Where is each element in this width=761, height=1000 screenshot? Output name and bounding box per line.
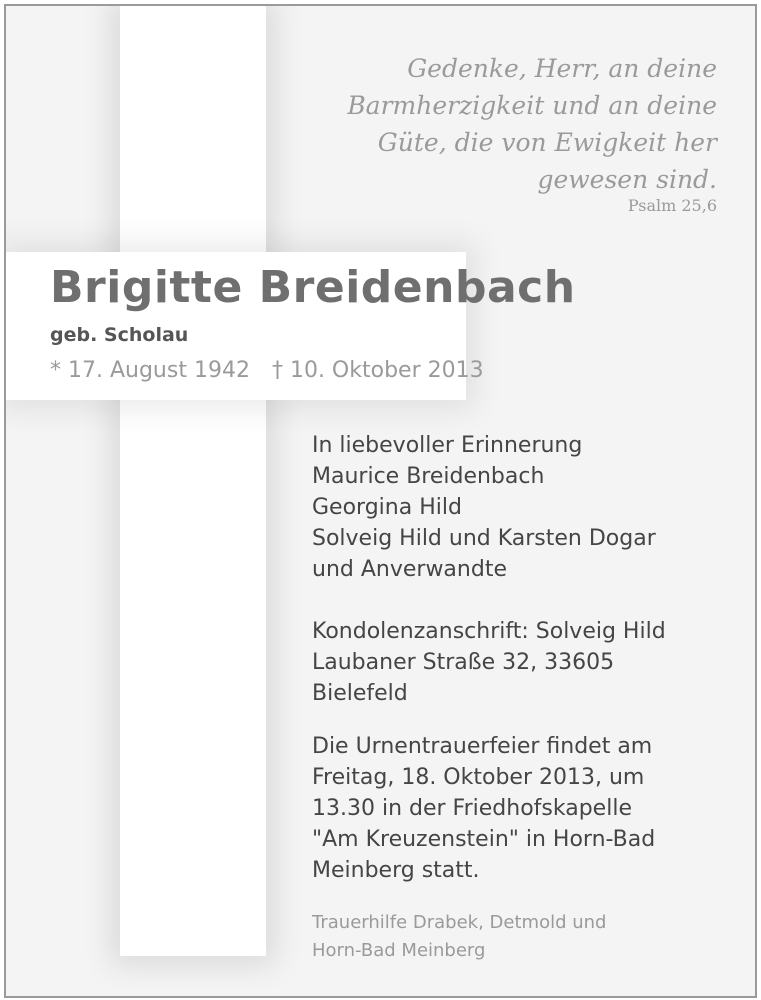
verse-line: Güte, die von Ewigkeit her <box>377 128 717 157</box>
verse-line: gewesen sind. <box>537 165 717 194</box>
funeral-line: Freitag, 18. Oktober 2013, um <box>312 765 645 790</box>
obituary-notice <box>4 4 757 998</box>
condolence-line: Kondolenzanschrift: Solveig Hild <box>312 619 666 644</box>
cross-vertical-beam <box>120 6 266 956</box>
funeral-home-line: Horn-Bad Meinberg <box>312 940 486 961</box>
life-dates <box>50 358 484 383</box>
mourners-line: Solveig Hild und Karsten Dogar <box>312 526 656 551</box>
birth-date: * 17. August 1942 <box>50 358 250 383</box>
death-date: † 10. Oktober 2013 <box>271 358 484 383</box>
verse-line: Gedenke, Herr, an deine <box>407 54 717 83</box>
funeral-home-line: Trauerhilfe Drabek, Detmold und <box>312 912 607 933</box>
mourners-line: Georgina Hild <box>312 495 462 520</box>
mourners-line: und Anverwandte <box>312 557 507 582</box>
maiden-name: geb. Scholau <box>50 324 189 346</box>
funeral-home <box>312 909 606 965</box>
funeral-line: 13.30 in der Friedhofskapelle <box>312 796 632 821</box>
mourners-line: Maurice Breidenbach <box>312 464 545 489</box>
funeral-line: Meinberg statt. <box>312 858 480 883</box>
funeral-line: "Am Kreuzenstein" in Horn-Bad <box>312 827 656 852</box>
mourners-list <box>312 430 656 585</box>
bible-verse <box>297 50 717 198</box>
condolence-address <box>312 616 666 709</box>
verse-source: Psalm 25,6 <box>627 196 717 215</box>
funeral-details <box>312 731 655 886</box>
condolence-line: Bielefeld <box>312 681 408 706</box>
deceased-name: Brigitte Breidenbach <box>50 262 576 313</box>
mourners-line: In liebevoller Erinnerung <box>312 433 583 458</box>
condolence-line: Laubaner Straße 32, 33605 <box>312 650 615 675</box>
verse-line: Barmherzigkeit und an deine <box>347 91 717 120</box>
funeral-line: Die Urnentrauerfeier findet am <box>312 734 653 759</box>
